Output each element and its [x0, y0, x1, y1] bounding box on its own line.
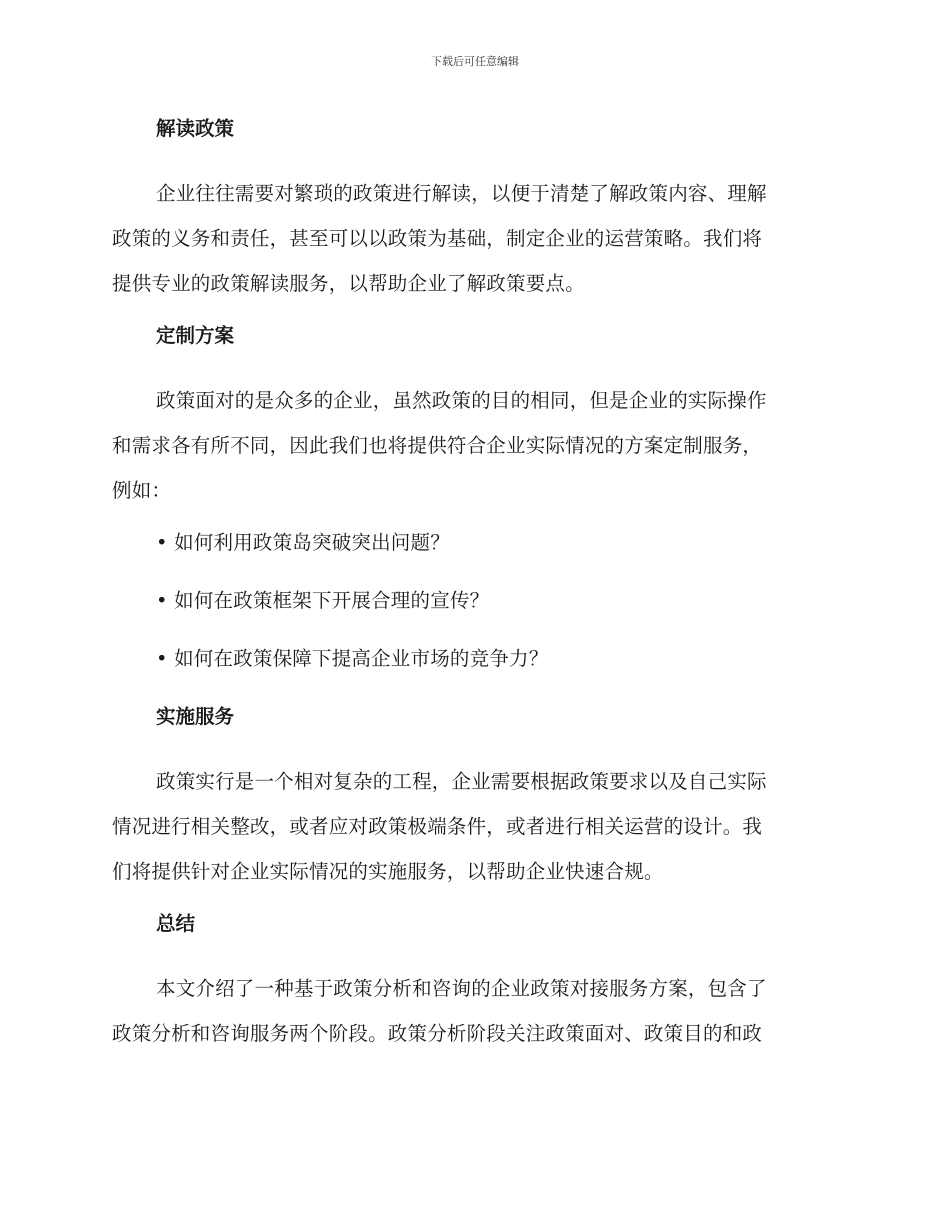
paragraph-line: 本文介绍了一种基于政策分析和咨询的企业政策对接服务方案，包含了 — [156, 977, 767, 1000]
paragraph-line: 情况进行相关整改，或者应对政策极端条件，或者进行相关运营的设计。我 — [112, 815, 763, 838]
section-paragraph-implementation — [112, 759, 832, 894]
paragraph-line: 和需求各有所不同，因此我们也将提供符合企业实际情况的方案定制服务， — [112, 434, 763, 457]
paragraph-line: 们将提供针对企业实际情况的实施服务，以帮助企业快速合规。 — [112, 860, 664, 883]
section-heading-implementation: 实施服务 — [156, 705, 235, 728]
paragraph-line: 例如： — [112, 479, 172, 502]
paragraph-line: 政策的义务和责任，甚至可以以政策为基础，制定企业的运营策略。我们将 — [112, 227, 763, 250]
section-paragraph-interpret-policy — [112, 171, 832, 306]
section-heading-interpret-policy: 解读政策 — [156, 117, 235, 140]
paragraph-line: 政策面对的是众多的企业，虽然政策的目的相同，但是企业的实际操作 — [156, 389, 767, 412]
bullet-item: • 如何利用政策岛突破突出问题？ — [156, 531, 450, 554]
section-heading-custom-plan: 定制方案 — [156, 324, 235, 347]
page-header: 下载后可任意编辑 — [431, 55, 519, 68]
document-body — [112, 113, 832, 1070]
paragraph-line: 提供专业的政策解读服务，以帮助企业了解政策要点。 — [112, 272, 585, 295]
paragraph-line: 政策分析和咨询服务两个阶段。政策分析阶段关注政策面对、政策目的和政 — [112, 1022, 763, 1045]
section-paragraph-custom-plan — [112, 378, 832, 513]
paragraph-line: 政策实行是一个相对复杂的工程，企业需要根据政策要求以及自己实际 — [156, 770, 767, 793]
bullet-item: • 如何在政策框架下开展合理的宣传？ — [156, 589, 490, 612]
section-paragraph-summary — [112, 966, 832, 1056]
bullet-item: • 如何在政策保障下提高企业市场的竞争力？ — [156, 647, 549, 670]
paragraph-line: 企业往往需要对繁琐的政策进行解读，以便于清楚了解政策内容、理解 — [156, 182, 767, 205]
section-heading-summary: 总结 — [156, 912, 196, 935]
